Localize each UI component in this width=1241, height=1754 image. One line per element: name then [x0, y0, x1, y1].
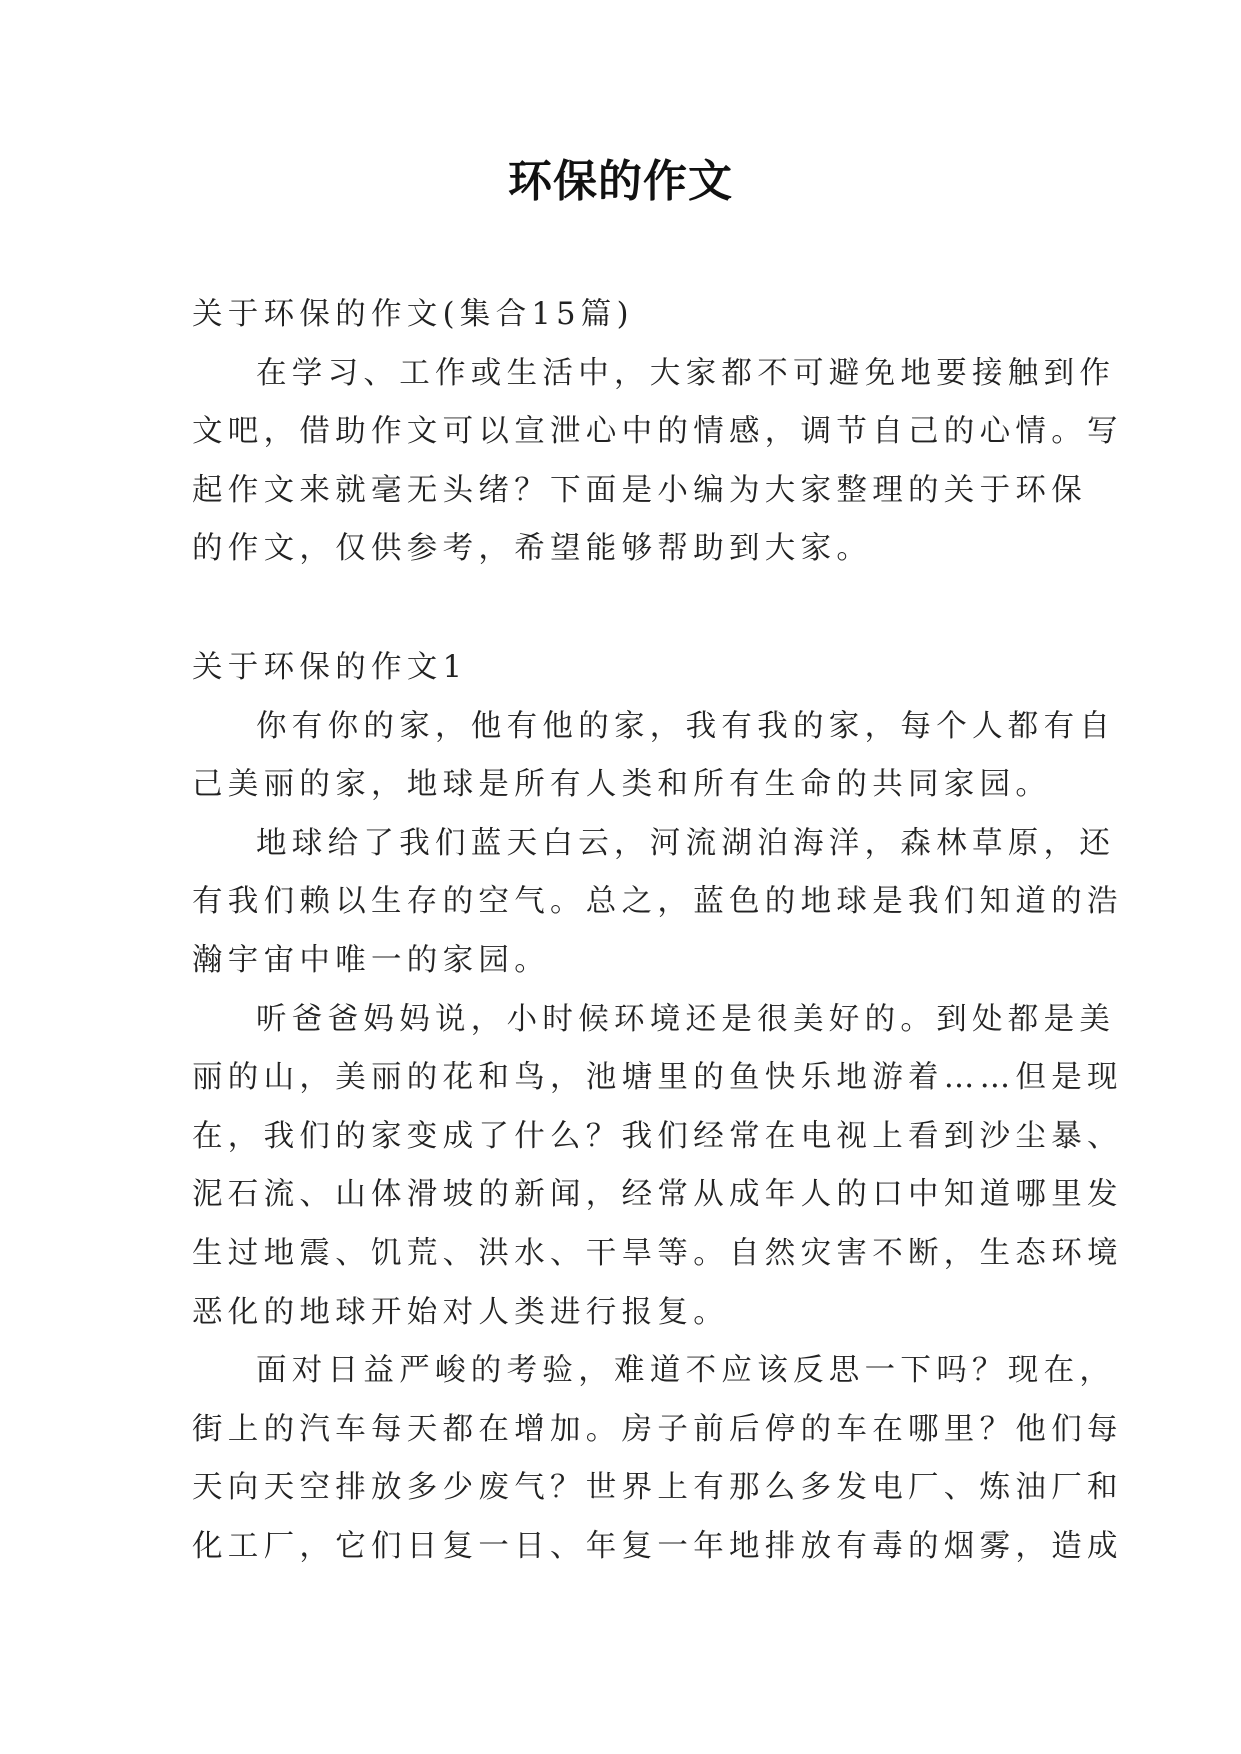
- body-line: 面对日益严峻的考验，难道不应该反思一下吗？现在，: [256, 1353, 1116, 1389]
- body-line: 天向天空排放多少废气？世界上有那么多发电厂、炼油厂和: [192, 1470, 1123, 1506]
- body-line: 丽的山，美丽的花和鸟，池塘里的鱼快乐地游着……但是现: [192, 1060, 1123, 1096]
- document-title: 环保的作文: [508, 156, 733, 207]
- intro-line: 文吧，借助作文可以宣泄心中的情感，调节自己的心情。写: [192, 414, 1123, 450]
- body-line: 生过地震、饥荒、洪水、干旱等。自然灾害不断，生态环境: [192, 1235, 1123, 1271]
- body-line: 己美丽的家，地球是所有人类和所有生命的共同家园。: [192, 767, 1052, 803]
- body-line: 街上的汽车每天都在增加。房子前后停的车在哪里？他们每: [192, 1411, 1123, 1447]
- document-body: [192, 286, 1123, 1576]
- body-line: 恶化的地球开始对人类进行报复。: [192, 1294, 729, 1330]
- body-line: 瀚宇宙中唯一的家园。: [192, 942, 550, 978]
- body-line: 听爸爸妈妈说，小时候环境还是很美好的。到处都是美: [256, 1001, 1116, 1037]
- intro-line: 起作文来就毫无头绪？下面是小编为大家整理的关于环保: [192, 472, 1087, 508]
- paragraph-gap: [192, 579, 1054, 639]
- document-subtitle: 关于环保的作文(集合15篇): [192, 297, 634, 332]
- body-line: 泥石流、山体滑坡的新闻，经常从成年人的口中知道哪里发: [192, 1177, 1123, 1213]
- intro-line: 在学习、工作或生活中，大家都不可避免地要接触到作: [256, 355, 1116, 391]
- intro-line: 的作文，仅供参考，希望能够帮助到大家。: [192, 531, 873, 567]
- body-line: 有我们赖以生存的空气。总之，蓝色的地球是我们知道的浩: [192, 884, 1123, 920]
- body-line: 你有你的家，他有他的家，我有我的家，每个人都有自: [256, 708, 1116, 744]
- body-line: 化工厂，它们日复一日、年复一年地排放有毒的烟雾，造成: [192, 1528, 1123, 1564]
- body-line: 在，我们的家变成了什么？我们经常在电视上看到沙尘暴、: [192, 1118, 1123, 1154]
- body-line: 地球给了我们蓝天白云，河流湖泊海洋，森林草原，还: [256, 825, 1116, 861]
- section-heading: 关于环保的作文1: [192, 649, 468, 685]
